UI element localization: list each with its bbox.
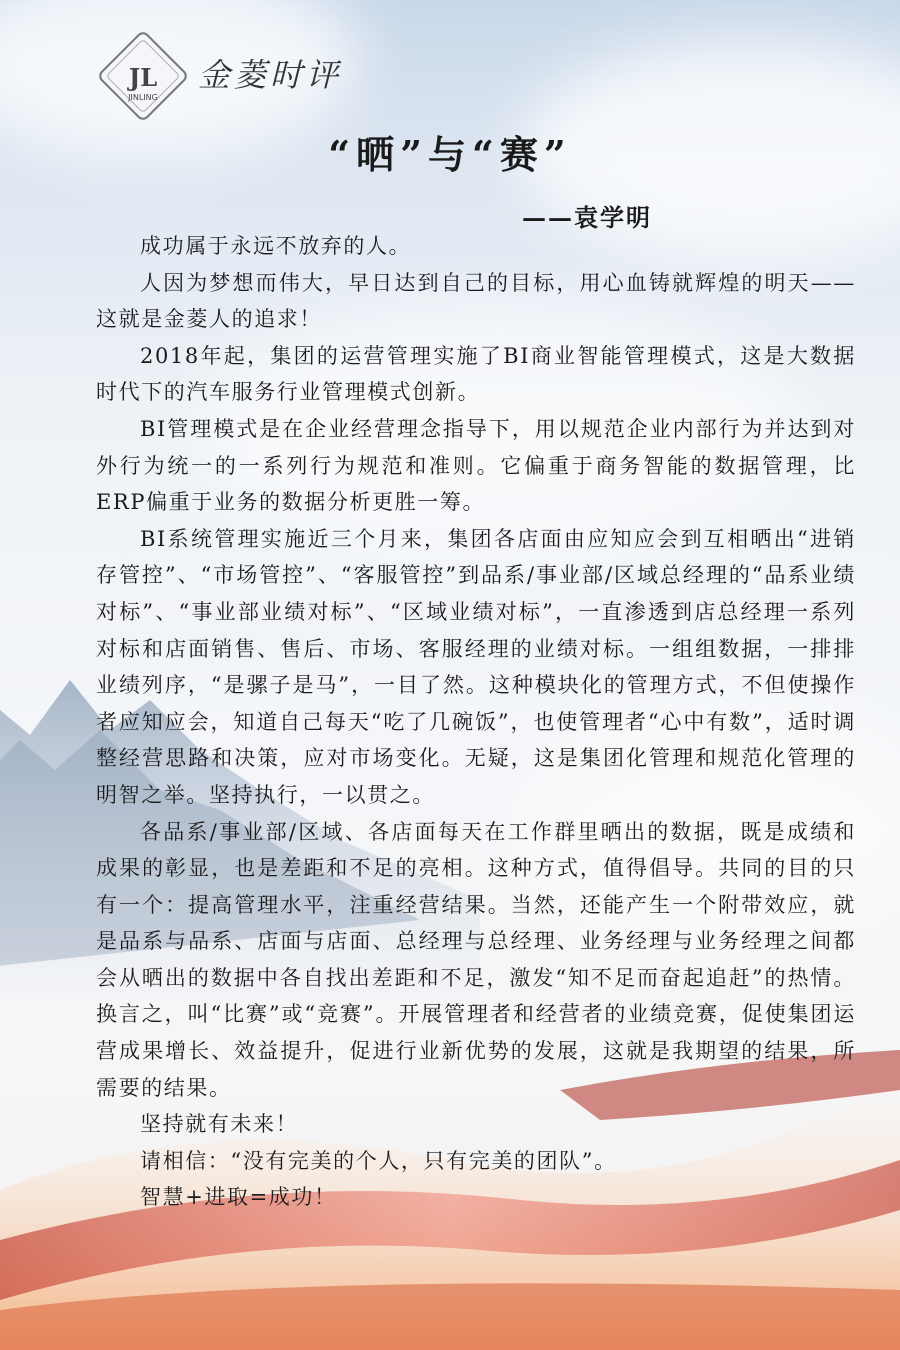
article-body bbox=[96, 228, 856, 1216]
paragraph: 各品系/事业部/区域、各店面每天在工作群里晒出的数据，既是成绩和成果的彰显，也是差距和不足的亮相。这种方式，值得倡导。共同的目的只有一个：提高管理水平，注重经营结果。当然，还能产生一个附带效应，就是品系与品系、店面与店面、总经理与总经理、业务经理与业务经理之间都会从晒出的数据中各自找出差距和不足，激发“知不足而奋起追赶”的热情。换言之，叫“比赛”或“竞赛”。开展管理者和经营者的业绩竞赛，促使集团运营成果增长、效益提升，促进行业新优势的发展，这就是我期望的结果，所需要的结果。 bbox=[96, 819, 856, 1100]
paragraph: 2018年起，集团的运营管理实施了BI商业智能管理模式，这是大数据时代下的汽车服务行业管理模式创新。 bbox=[96, 343, 856, 405]
jinling-logo bbox=[95, 28, 191, 124]
brand-name: 金菱时评 bbox=[198, 56, 343, 94]
paragraph: 成功属于永远不放弃的人。 bbox=[140, 234, 412, 258]
paragraph: 坚持就有未来！ bbox=[140, 1112, 299, 1137]
article-title: “晒”与“赛” bbox=[328, 132, 572, 177]
paragraph: 请相信：“没有完美的个人，只有完美的团队”。 bbox=[140, 1148, 617, 1173]
logo-text: JINLING bbox=[128, 93, 158, 102]
paragraph: BI系统管理实施近三个月来，集团各店面由应知应会到互相晒出“进销存管控”、“市场管控”、“客服管控”到品系/事业部/区域总经理的“品系业绩对标”、“事业部业绩对标”、“区域业绩对标”，一直渗透到店总经理一系列对标和店面销售、售后、市场、客服经理的业绩对标。一组组数据，一排排业绩列序，“是骡子是马”，一目了然。这种模块化的管理方式，不但使操作者应知应会，知道自己每天“吃了几碗饭”，也使管理者“心中有数”，适时调整经营思路和决策，应对市场变化。无疑，这是集团化管理和规范化管理的明智之举。坚持执行，一以贯之。 bbox=[96, 526, 856, 807]
paragraph: BI管理模式是在企业经营理念指导下，用以规范企业内部行为并达到对外行为统一的一系列行为规范和准则。它偏重于商务智能的数据管理，比ERP偏重于业务的数据分析更胜一筹。 bbox=[96, 416, 856, 515]
logo-mark: JL bbox=[128, 63, 158, 92]
article-author: ——袁学明 bbox=[522, 203, 652, 232]
paragraph: 人因为梦想而伟大，早日达到自己的目标，用心血铸就辉煌的明天——这就是金菱人的追求！ bbox=[96, 270, 856, 332]
paragraph: 智慧+进取=成功！ bbox=[140, 1185, 337, 1210]
